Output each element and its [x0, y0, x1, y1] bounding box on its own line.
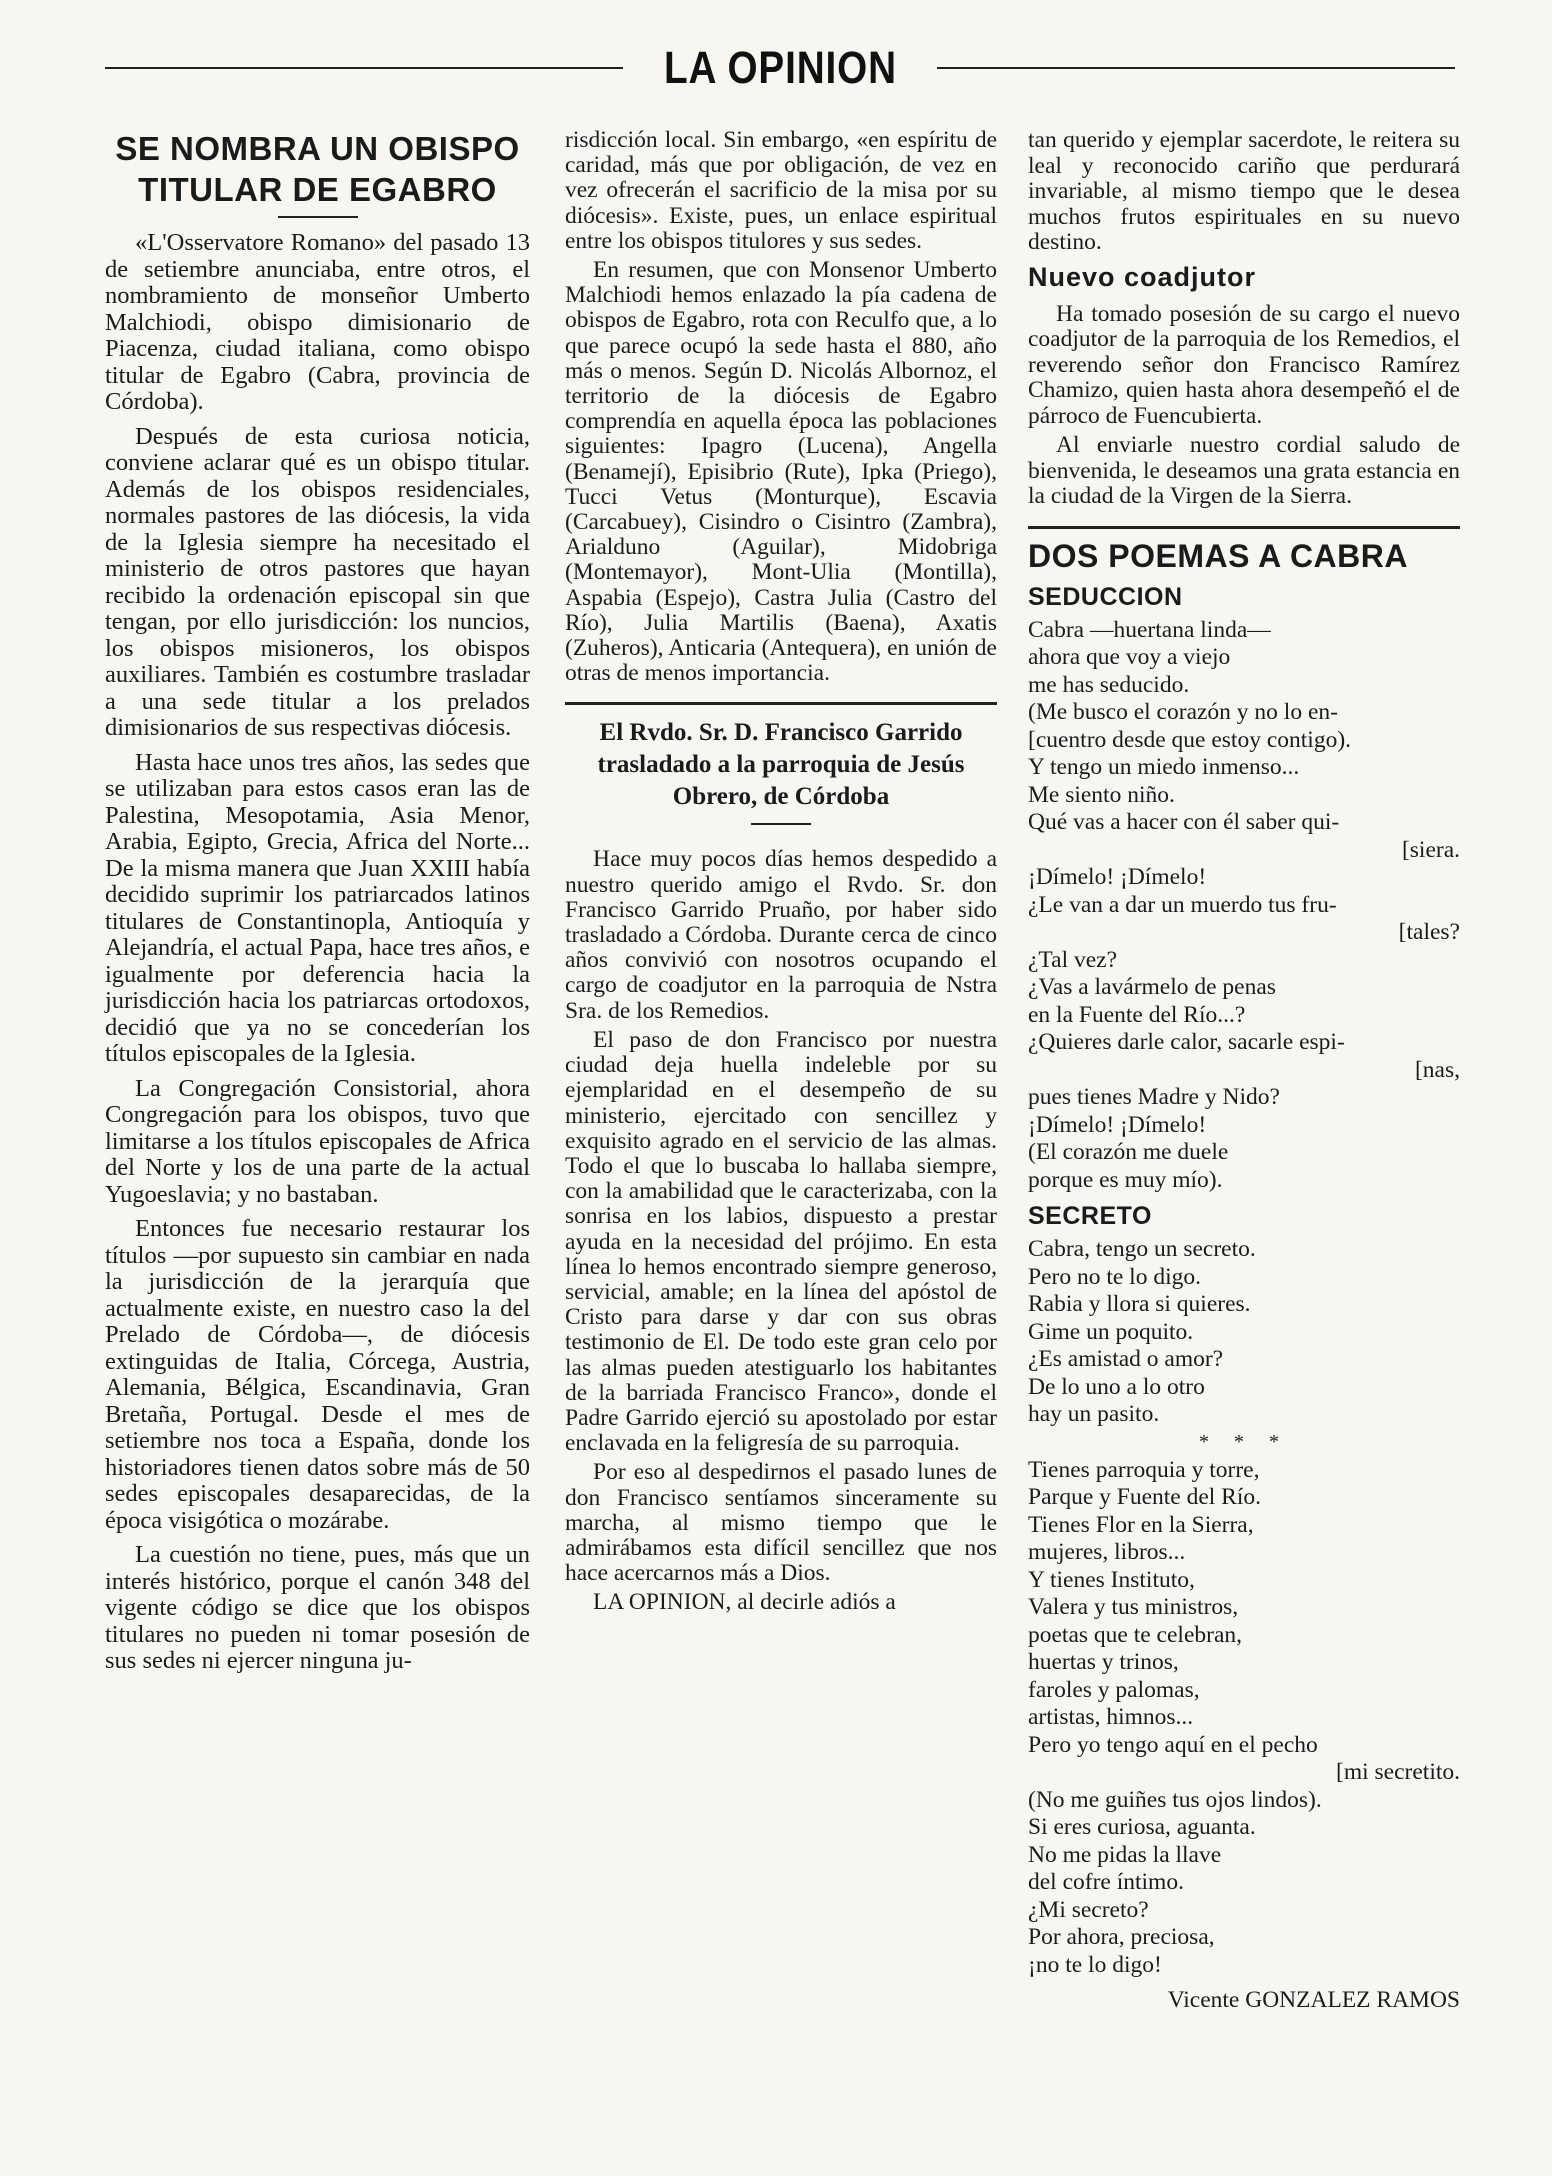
poem-line: ¿Vas a lavármelo de penas [1028, 974, 1276, 1000]
poem-line: ¿Es amistad o amor? [1028, 1346, 1224, 1372]
article2-paragraph: Hace muy pocos días hemos despedido a nuestro querido amigo el Rvdo. Sr. don Francisco Garrido Pruaño, por haber sido trasladado a Córdoba. Durante cerca de cinco años convivió con nosotros ocupando el cargo de coadjutor en la parroquia de Nstra Sra. de los Remedios. [565, 846, 997, 1024]
poem-line: [tales? [1398, 919, 1460, 945]
poem-line: mujeres, libros... [1028, 1539, 1186, 1565]
poems-headline: DOS POEMAS A CABRA [1028, 537, 1408, 574]
poem-line: Gime un poquito. [1028, 1318, 1194, 1345]
poem-line: porque es muy mío). [1028, 1166, 1223, 1193]
article2-headline: El Rvdo. Sr. D. Francisco Garrido trasladado a la parroquia de Jesús Obrero, de Córdoba [597, 719, 965, 811]
poem-line: Me siento niño. [1028, 781, 1175, 808]
poem-line: ¿Quieres darle calor, sacarle espi- [1028, 1029, 1345, 1055]
poem-line: en la Fuente del Río...? [1028, 1001, 1246, 1028]
article2-paragraph: LA OPINION, al decirle adiós a [593, 1589, 896, 1616]
poem-line: Si eres curiosa, aguanta. [1028, 1814, 1256, 1840]
article3-headline: Nuevo coadjutor [1028, 261, 1257, 292]
poem-line: ¡Dímelo! ¡Dímelo! [1028, 864, 1207, 890]
article1-paragraph: Después de esta curiosa noticia, conviene aclarar qué es un obispo titular. Además de los obispos residenciales, normales pastores de las diócesis, la vida de la Iglesia siempre ha necesitado el ministerio de otros pastores que hayan recibido la ordenación episcopal sin que tengan, por ello jurisdicción: los nuncios, los obispos misioneros, los obispos auxiliares. También es costumbre trasladar a una sede titular a los prelados dimisionarios de sus respectivas diócesis. [105, 422, 530, 741]
poem-line: Parque y Fuente del Río. [1028, 1484, 1262, 1510]
article2-paragraph: Por eso al despedirnos el pasado lunes de don Francisco sentíamos sinceramente su marcha, al mismo tiempo que le admirábamos esta difícil sencillez que nos hace acercarnos más a Dios. [565, 1459, 997, 1587]
poem-line: [cuentro desde que estoy contigo). [1028, 726, 1352, 753]
poem-line: Valera y tus ministros, [1028, 1594, 1239, 1620]
poem-line: artistas, himnos... [1028, 1704, 1194, 1730]
masthead-rule-right [937, 67, 1455, 69]
poem-line: Por ahora, preciosa, [1028, 1924, 1215, 1950]
poem-line: No me pidas la llave [1028, 1841, 1222, 1868]
poem-line: ¿Tal vez? [1028, 946, 1118, 973]
poem-line: Cabra, tengo un secreto. [1028, 1236, 1256, 1262]
poem-line: Rabia y llora si quieres. [1028, 1291, 1251, 1317]
poem-line: ¿Mi secreto? [1028, 1896, 1149, 1923]
stanza-separator: * * * [1199, 1430, 1289, 1453]
section-divider [565, 702, 997, 705]
poem2-title: SECRETO [1028, 1202, 1152, 1230]
poem-line: pues tienes Madre y Nido? [1028, 1084, 1280, 1110]
poem-line: Pero yo tengo aquí en el pecho [1028, 1731, 1318, 1758]
column-2 [565, 128, 997, 1620]
article2-headline-rule [751, 823, 811, 825]
article2-continuation: tan querido y ejemplar sacerdote, le reitera su leal y reconocido cariño que perdurará invariable, al mismo tiempo que le desea muchos frutos espirituales en su nuevo destino. [1028, 127, 1460, 255]
article1-headline: SE NOMBRA UN OBISPO TITULAR DE EGABRO [115, 130, 520, 208]
poem-line: Tienes parroquia y torre, [1028, 1456, 1260, 1483]
poem-line: huertas y trinos, [1028, 1649, 1179, 1675]
poem-line: me has seducido. [1028, 671, 1190, 698]
poem-line: [siera. [1401, 836, 1460, 863]
article3-paragraph: Ha tomado posesión de su cargo el nuevo coadjutor de la parroquia de los Remedios, el reverendo señor don Francisco Ramírez Chamizo, quien hasta ahora desempeñó el de párroco de Fuencubierta. [1028, 300, 1460, 429]
article1-continuation: risdicción local. Sin embargo, «en espíritu de caridad, más que por obligación, de vez en vez ofrecerán el sacrificio de la misa por su diócesis». Existe, pues, un enlace espiritual entre los obispos titulores y sus sedes. [565, 127, 997, 254]
article1-paragraph: Hasta hace unos tres años, las sedes que se utilizaban para estos casos eran las de Palestina, Mesopotamia, Asia Menor, Arabia, Egipto, Grecia, Africa del Norte... De la misma manera que Juan XXIII había decidido suprimir los patriarcados latinos titulares de Constantinopla, Antioquía y Alejandría, el actual Papa, hace tres años, e igualmente por deferencia hacia la jurisdicción hacia los patriarcas ortodoxos, decidió que ya no se concederían los títulos episcopales de la Iglesia. [105, 748, 530, 1067]
poem-line: poetas que te celebran, [1028, 1621, 1243, 1648]
poem-line: [mi secretito. [1336, 1759, 1460, 1785]
column-3 [1028, 128, 1460, 2015]
masthead [105, 38, 1455, 98]
poem-line: De lo uno a lo otro [1028, 1373, 1205, 1400]
poem-line: Cabra —huertana linda— [1028, 616, 1271, 643]
poem-line: hay un pasito. [1028, 1401, 1160, 1427]
poem1-title: SEDUCCION [1028, 582, 1183, 611]
poem-line: ¡no te lo digo! [1028, 1951, 1162, 1978]
poem-author: Vicente GONZALEZ RAMOS [1167, 1987, 1460, 2013]
masthead-rule-left [105, 67, 623, 69]
article1-continuation: En resumen, que con Monsenor Umberto Malchiodi hemos enlazado la pía cadena de obispos de Egabro, rota con Reculfo que, a lo que parece ocupó la sede hasta el 880, año más o menos. Según D. Nicolás Albornoz, el territorio de la diócesis de Egabro comprendía en aquella época las poblaciones siguientes: Ipagro (Lucena), Angella (Benamejí), Episibrio (Rute), Ipka (Priego), Tucci Vetus (Monturque), Escavia (Carcabuey), Cisindro o Cisintro (Zambra), Arialduno (Aguilar), Midobriga (Montemayor), Mont-Ulia (Montilla), Aspabia (Espejo), Castra Julia (Castro del Río), Julia Martilis (Baena), Axatis (Zuheros), Anticaria (Antequera), en unión de otras de menos importancia. [565, 257, 997, 687]
poem-line: (El corazón me duele [1028, 1139, 1229, 1165]
poem-line: ¡Dímelo! ¡Dímelo! [1028, 1111, 1207, 1138]
article1-paragraph: La Congregación Consistorial, ahora Congregación para los obispos, tuvo que limitarse a los títulos episcopales de Africa del Norte y los de una parte de la actual Yugoeslavia; y no bastaban. [105, 1074, 530, 1208]
section-divider [1028, 526, 1460, 529]
poem-line: ahora que voy a viejo [1028, 644, 1231, 670]
poem-line: (Me busco el corazón y no lo en- [1028, 699, 1338, 725]
article1-paragraph: Entonces fue necesario restaurar los títulos —por supuesto sin cambiar en nada la jurisdicción de la jerarquía que actualmente existe, en nuestro caso la del Prelado de Córdoba—, de diócesis extinguidas de Italia, Córcega, Austria, Alemania, Bélgica, Escandinavia, Gran Bretaña, Portugal. Desde el mes de setiembre nos toca a España, donde los historiadores tienen datos sobre más de 50 sedes episcopales desaparecidas, de la época visigótica o mozárabe. [105, 1215, 530, 1534]
poem-line: Y tienes Instituto, [1028, 1566, 1195, 1593]
article2-paragraph: El paso de don Francisco por nuestra ciudad deja huella indeleble por su ejemplaridad en el desempeño de su ministerio, ejercitado con sencillez y exquisito agrado en el servicio de las almas. Todo el que lo buscaba lo hallaba siempre, con la amabilidad que le caracterizaba, con la sonrisa en los labios, dispuesto a prestar ayuda en la necesidad del prójimo. En esta línea lo hemos encontrado siempre generoso, servicial, amable; en la línea del apóstol de Cristo para darse y dar con sus obras testimonio de El. De todo este gran celo por las almas pueden atestiguarlo los habitantes de la barriada Francisco Franco», donde el Padre Garrido ejerció su apostolado por estar enclavada en la feligresía de su parroquia. [565, 1026, 997, 1457]
poem-line: ¿Le van a dar un muerdo tus fru- [1028, 891, 1337, 918]
poem1-body [1028, 617, 1460, 1195]
poem-line: Tienes Flor en la Sierra, [1028, 1511, 1254, 1538]
poem-line: Qué vas a hacer con él saber qui- [1028, 809, 1340, 835]
article1-paragraph: «L'Osservatore Romano» del pasado 13 de setiembre anunciaba, entre otros, el nombramiento de monseñor Umberto Malchiodi, obispo dimisionario de Piacenza, ciudad italiana, como obispo titular de Egabro (Cabra, provincia de Córdoba). [105, 229, 530, 415]
column-1 [105, 128, 530, 1683]
poem-line: Y tengo un miedo inmenso... [1028, 754, 1300, 780]
poem-line: (No me guiñes tus ojos lindos). [1028, 1786, 1322, 1813]
article1-paragraph: La cuestión no tiene, pues, más que un interés histórico, porque el canón 348 del vigente código se dice que los obispos titulares no pueden ni tomar posesión de sus sedes ni ejercer ninguna ju- [105, 1541, 530, 1674]
masthead-title: LA OPINION [663, 42, 897, 93]
poem-line: del cofre íntimo. [1028, 1869, 1184, 1895]
poem2-body [1028, 1236, 1460, 1979]
article3-paragraph: Al enviarle nuestro cordial saludo de bienvenida, le deseamos una grata estancia en la ciudad de la Virgen de la Sierra. [1028, 432, 1460, 509]
poem-line: faroles y palomas, [1028, 1676, 1200, 1703]
article1-headline-rule [278, 216, 358, 218]
poem-line: Pero no te lo digo. [1028, 1263, 1201, 1290]
poem-line: [nas, [1414, 1056, 1460, 1083]
